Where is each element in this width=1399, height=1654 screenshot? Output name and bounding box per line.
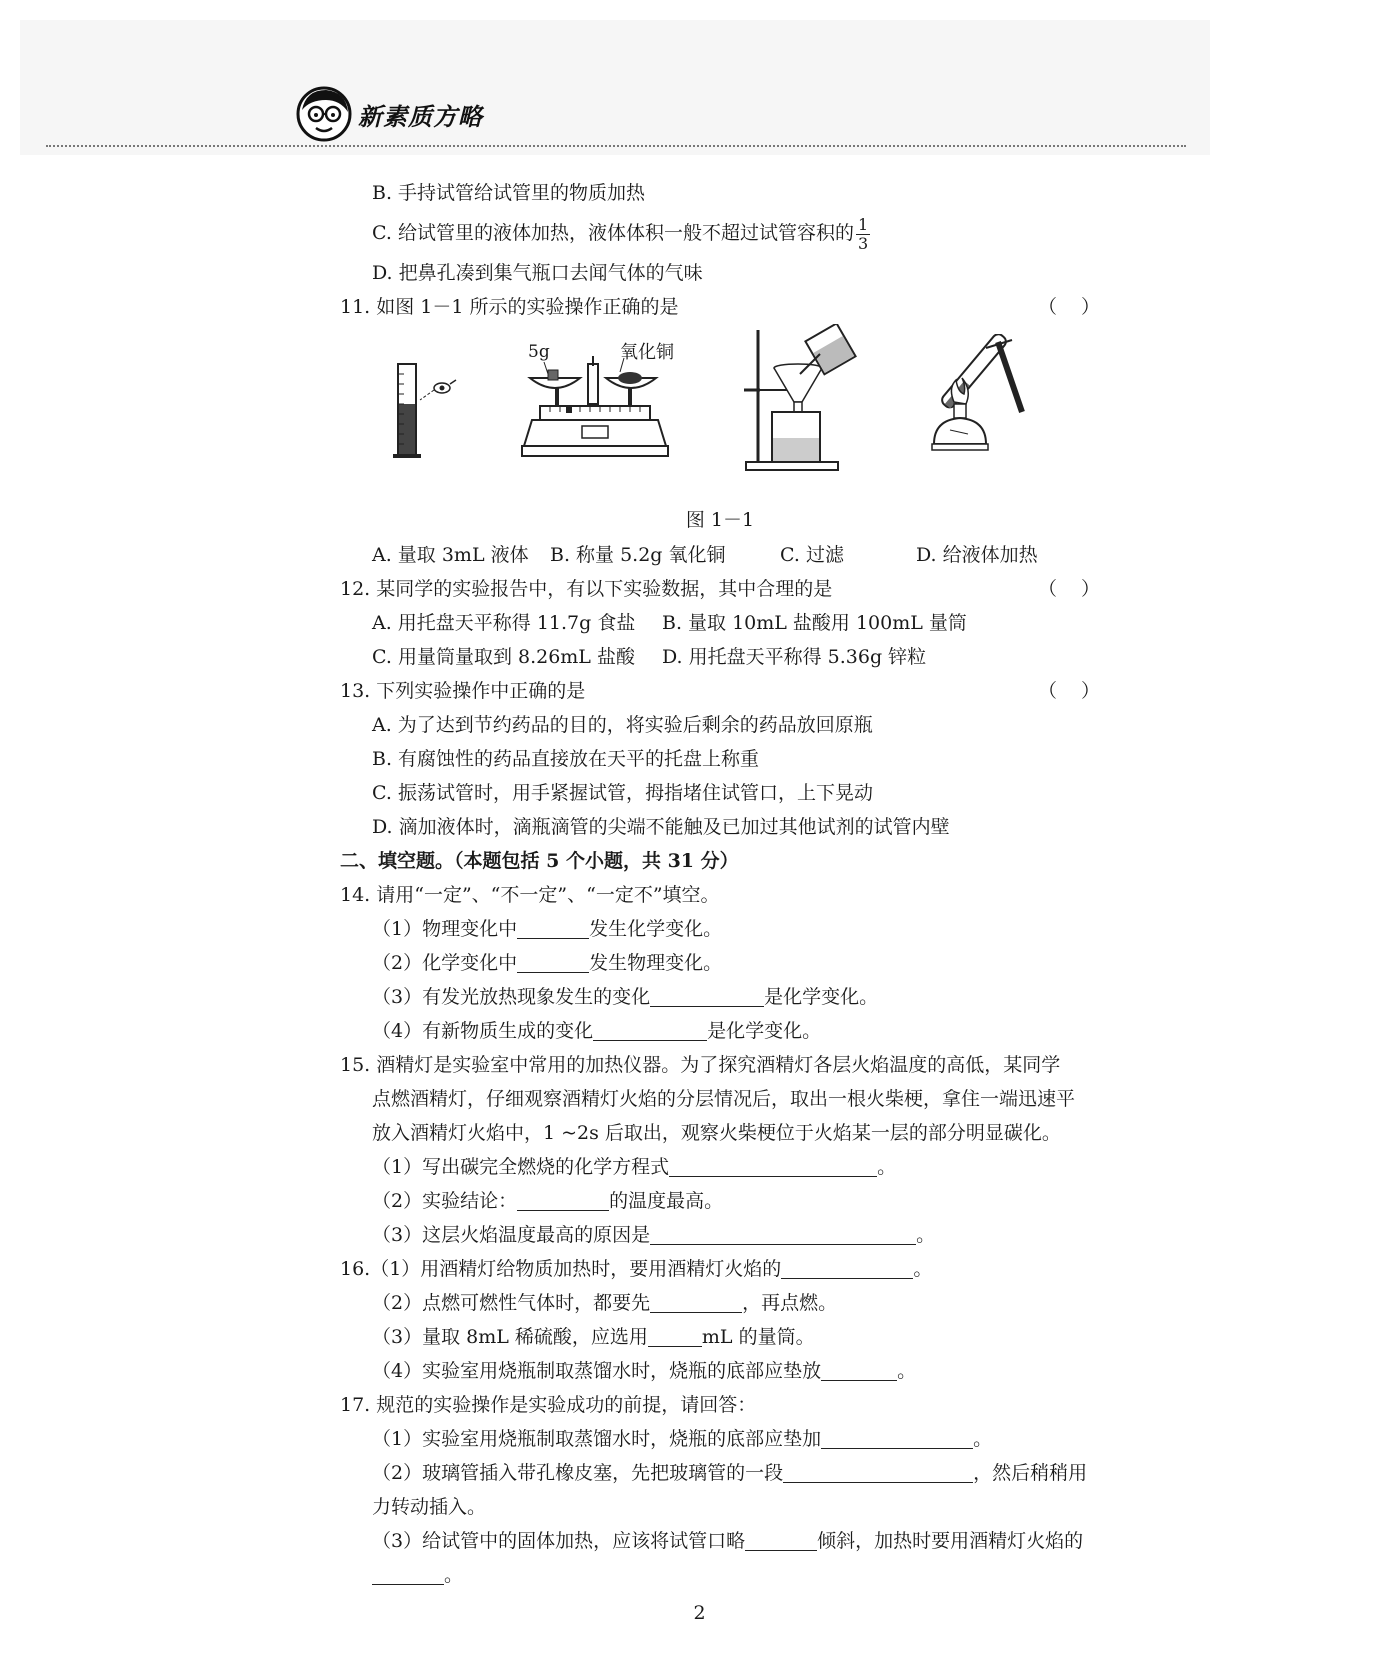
q14-part-4-tail: 是化学变化。 (707, 1020, 822, 1042)
answer-blank[interactable] (650, 1290, 742, 1313)
q13-option-d: D. 滴加液体时，滴瓶滴管的尖端不能触及已加过其他试剂的试管内壁 (372, 816, 950, 838)
q13-stem-text: 13. 下列实验操作中正确的是 (340, 680, 586, 702)
q17-part-2-text: （2）玻璃管插入带孔橡皮塞，先把玻璃管的一段 (372, 1462, 784, 1484)
answer-blank[interactable] (669, 1154, 877, 1177)
answer-blank[interactable] (821, 1358, 897, 1381)
logo-text: 新素质方略 (358, 102, 483, 131)
q11-stem-text: 11. 如图 1－1 所示的实验操作正确的是 (340, 296, 679, 318)
page-number: 2 (693, 1602, 706, 1624)
q14-part-3-tail: 是化学变化。 (764, 986, 879, 1008)
tray-balance-icon (520, 354, 670, 474)
q15-part-3-tail: 。 (916, 1224, 936, 1246)
paren-open: （ (1038, 680, 1058, 702)
answer-blank[interactable] (517, 916, 589, 939)
figure-caption: 图 1－1 (685, 509, 755, 531)
page-content (340, 176, 1100, 1592)
answer-blank[interactable] (650, 1222, 916, 1245)
q14-part-3 (340, 980, 1100, 1014)
q12-options-row2 (340, 640, 1100, 674)
q15-line-2: 点燃酒精灯，仔细观察酒精灯火焰的分层情况后，取出一根火柴梗，拿住一端迅速平 (372, 1088, 1076, 1110)
q17-part-3-tail: 倾斜，加热时要用酒精灯火焰的 (817, 1530, 1084, 1552)
answer-blank[interactable] (517, 1188, 609, 1211)
q11-stem (340, 290, 1100, 324)
q15-line-1: 15. 酒精灯是实验室中常用的加热仪器。为了探究酒精灯各层火焰温度的高低，某同学 (340, 1054, 1061, 1076)
paren-open: （ (1038, 578, 1058, 600)
heating-liquid-icon (920, 334, 1040, 464)
answer-blank[interactable] (650, 984, 764, 1007)
figure-1-1 (340, 324, 1100, 502)
q17-part-3-cont (340, 1558, 1100, 1592)
q16-part-2 (340, 1286, 1100, 1320)
paren-close: ） (1080, 680, 1100, 702)
q15-part-2-text: （2）实验结论： (372, 1190, 518, 1212)
graduated-cylinder-icon (390, 354, 470, 464)
q15-part-1-tail: 。 (877, 1156, 897, 1178)
q17-part-1-text: （1）实验室用烧瓶制取蒸馏水时，烧瓶的底部应垫加 (372, 1428, 822, 1450)
q15-part-2 (340, 1184, 1100, 1218)
q16-part-2-tail: ，再点燃。 (742, 1292, 838, 1314)
q16-part-4 (340, 1354, 1100, 1388)
sample-label: 氧化铜 (620, 342, 674, 363)
q17-part-1-tail: 。 (973, 1428, 993, 1450)
section-2-heading: 二、填空题。（本题包括 5 个小题，共 31 分） (340, 850, 739, 872)
q14-stem: 14. 请用“一定”、“不一定”、“一定不”填空。 (340, 884, 720, 906)
filtration-setup-icon (740, 324, 860, 474)
q12-stem-text: 12. 某同学的实验报告中，有以下实验数据，其中合理的是 (340, 578, 833, 600)
q16-part-1-tail: 。 (913, 1258, 933, 1280)
q15-part-2-tail: 的温度最高。 (609, 1190, 724, 1212)
q12-option-d: D. 用托盘天平称得 5.36g 锌粒 (662, 646, 927, 668)
q14-part-2-text: （2）化学变化中 (372, 952, 518, 974)
q16-part-4-text: （4）实验室用烧瓶制取蒸馏水时，烧瓶的底部应垫放 (372, 1360, 822, 1382)
q16-part-1 (340, 1252, 1100, 1286)
q15-part-3 (340, 1218, 1100, 1252)
q11-option-c: C. 过滤 (780, 544, 844, 566)
paren-close: ） (1080, 296, 1100, 318)
q14-part-2 (340, 946, 1100, 980)
answer-blank[interactable] (783, 1460, 973, 1483)
fraction-one-third (856, 216, 870, 253)
q14-part-3-text: （3）有发光放热现象发生的变化 (372, 986, 651, 1008)
answer-blank[interactable] (745, 1528, 817, 1551)
q16-part-3-text: （3）量取 8mL 稀硫酸，应选用 (372, 1326, 648, 1348)
fraction-denominator: 3 (857, 233, 869, 253)
q12-option-a: A. 用托盘天平称得 11.7g 食盐 (372, 612, 636, 634)
q11-option-b: B. 称量 5.2g 氧化铜 (550, 544, 726, 566)
fraction-numerator: 1 (857, 214, 869, 234)
q17-part-2-tail: ，然后稍稍用 (973, 1462, 1088, 1484)
q11-option-d: D. 给液体加热 (916, 544, 1038, 566)
q15-part-3-text: （3）这层火焰温度最高的原因是 (372, 1224, 651, 1246)
q17-stem: 17. 规范的实验操作是实验成功的前提，请回答： (340, 1394, 757, 1416)
q11-options (340, 538, 1100, 572)
q10-option-c (340, 210, 1100, 256)
q10-option-c-text: C. 给试管里的液体加热，液体体积一般不超过试管容积的 (372, 222, 854, 244)
q15-line-3: 放入酒精灯火焰中，1 ~2s 后取出，观察火柴梗位于火焰某一层的部分明显碳化。 (372, 1122, 1061, 1144)
answer-blank[interactable] (372, 1562, 444, 1585)
q17-part-2 (340, 1456, 1100, 1490)
q11-option-a: A. 量取 3mL 液体 (372, 544, 529, 566)
answer-blank[interactable] (593, 1018, 707, 1041)
weight-label: 5g (528, 342, 550, 362)
q17-part-1 (340, 1422, 1100, 1456)
q13-option-c: C. 振荡试管时，用手紧握试管，拇指堵住试管口，上下晃动 (372, 782, 873, 804)
q16-part-3-tail: mL 的量筒。 (701, 1326, 815, 1348)
q17-part-3-text: （3）给试管中的固体加热，应该将试管口略 (372, 1530, 746, 1552)
q10-option-d: D. 把鼻孔凑到集气瓶口去闻气体的气味 (372, 262, 703, 284)
q14-part-1 (340, 912, 1100, 946)
q14-part-4 (340, 1014, 1100, 1048)
header-divider (46, 145, 1186, 147)
q16-part-4-tail: 。 (897, 1360, 917, 1382)
answer-blank[interactable] (517, 950, 589, 973)
q13-option-a: A. 为了达到节约药品的目的，将实验后剩余的药品放回原瓶 (372, 714, 873, 736)
q16-part-1-text: 16.（1）用酒精灯给物质加热时，要用酒精灯火焰的 (340, 1258, 782, 1280)
q14-part-2-tail: 发生物理变化。 (589, 952, 723, 974)
answer-blank[interactable] (648, 1324, 702, 1347)
q12-stem (340, 572, 1100, 606)
q14-part-1-text: （1）物理变化中 (372, 918, 518, 940)
page-top-band (20, 20, 1210, 155)
q12-options-row1 (340, 606, 1100, 640)
q16-part-3 (340, 1320, 1100, 1354)
q14-part-4-text: （4）有新物质生成的变化 (372, 1020, 594, 1042)
q17-part-3 (340, 1524, 1100, 1558)
answer-parentheses (1038, 674, 1100, 708)
teacher-face-logo-icon (296, 86, 352, 142)
q15-part-1-text: （1）写出碳完全燃烧的化学方程式 (372, 1156, 670, 1178)
q10-option-b: B. 手持试管给试管里的物质加热 (372, 182, 646, 204)
q14-part-1-tail: 发生化学变化。 (589, 918, 723, 940)
answer-parentheses (1038, 572, 1100, 606)
paren-close: ） (1080, 578, 1100, 600)
q16-part-2-text: （2）点燃可燃性气体时，都要先 (372, 1292, 651, 1314)
header (296, 86, 483, 142)
q15-part-1 (340, 1150, 1100, 1184)
q12-option-c: C. 用量筒量取到 8.26mL 盐酸 (372, 646, 635, 668)
paren-open: （ (1038, 296, 1058, 318)
answer-blank[interactable] (781, 1256, 913, 1279)
q13-stem (340, 674, 1100, 708)
q13-option-b: B. 有腐蚀性的药品直接放在天平的托盘上称重 (372, 748, 760, 770)
q17-part-2-cont: 力转动插入。 (372, 1496, 487, 1518)
answer-blank[interactable] (821, 1426, 973, 1449)
q17-part-3-cont-tail: 。 (444, 1564, 464, 1586)
q12-option-b: B. 量取 10mL 盐酸用 100mL 量筒 (662, 612, 967, 634)
answer-parentheses (1038, 290, 1100, 324)
